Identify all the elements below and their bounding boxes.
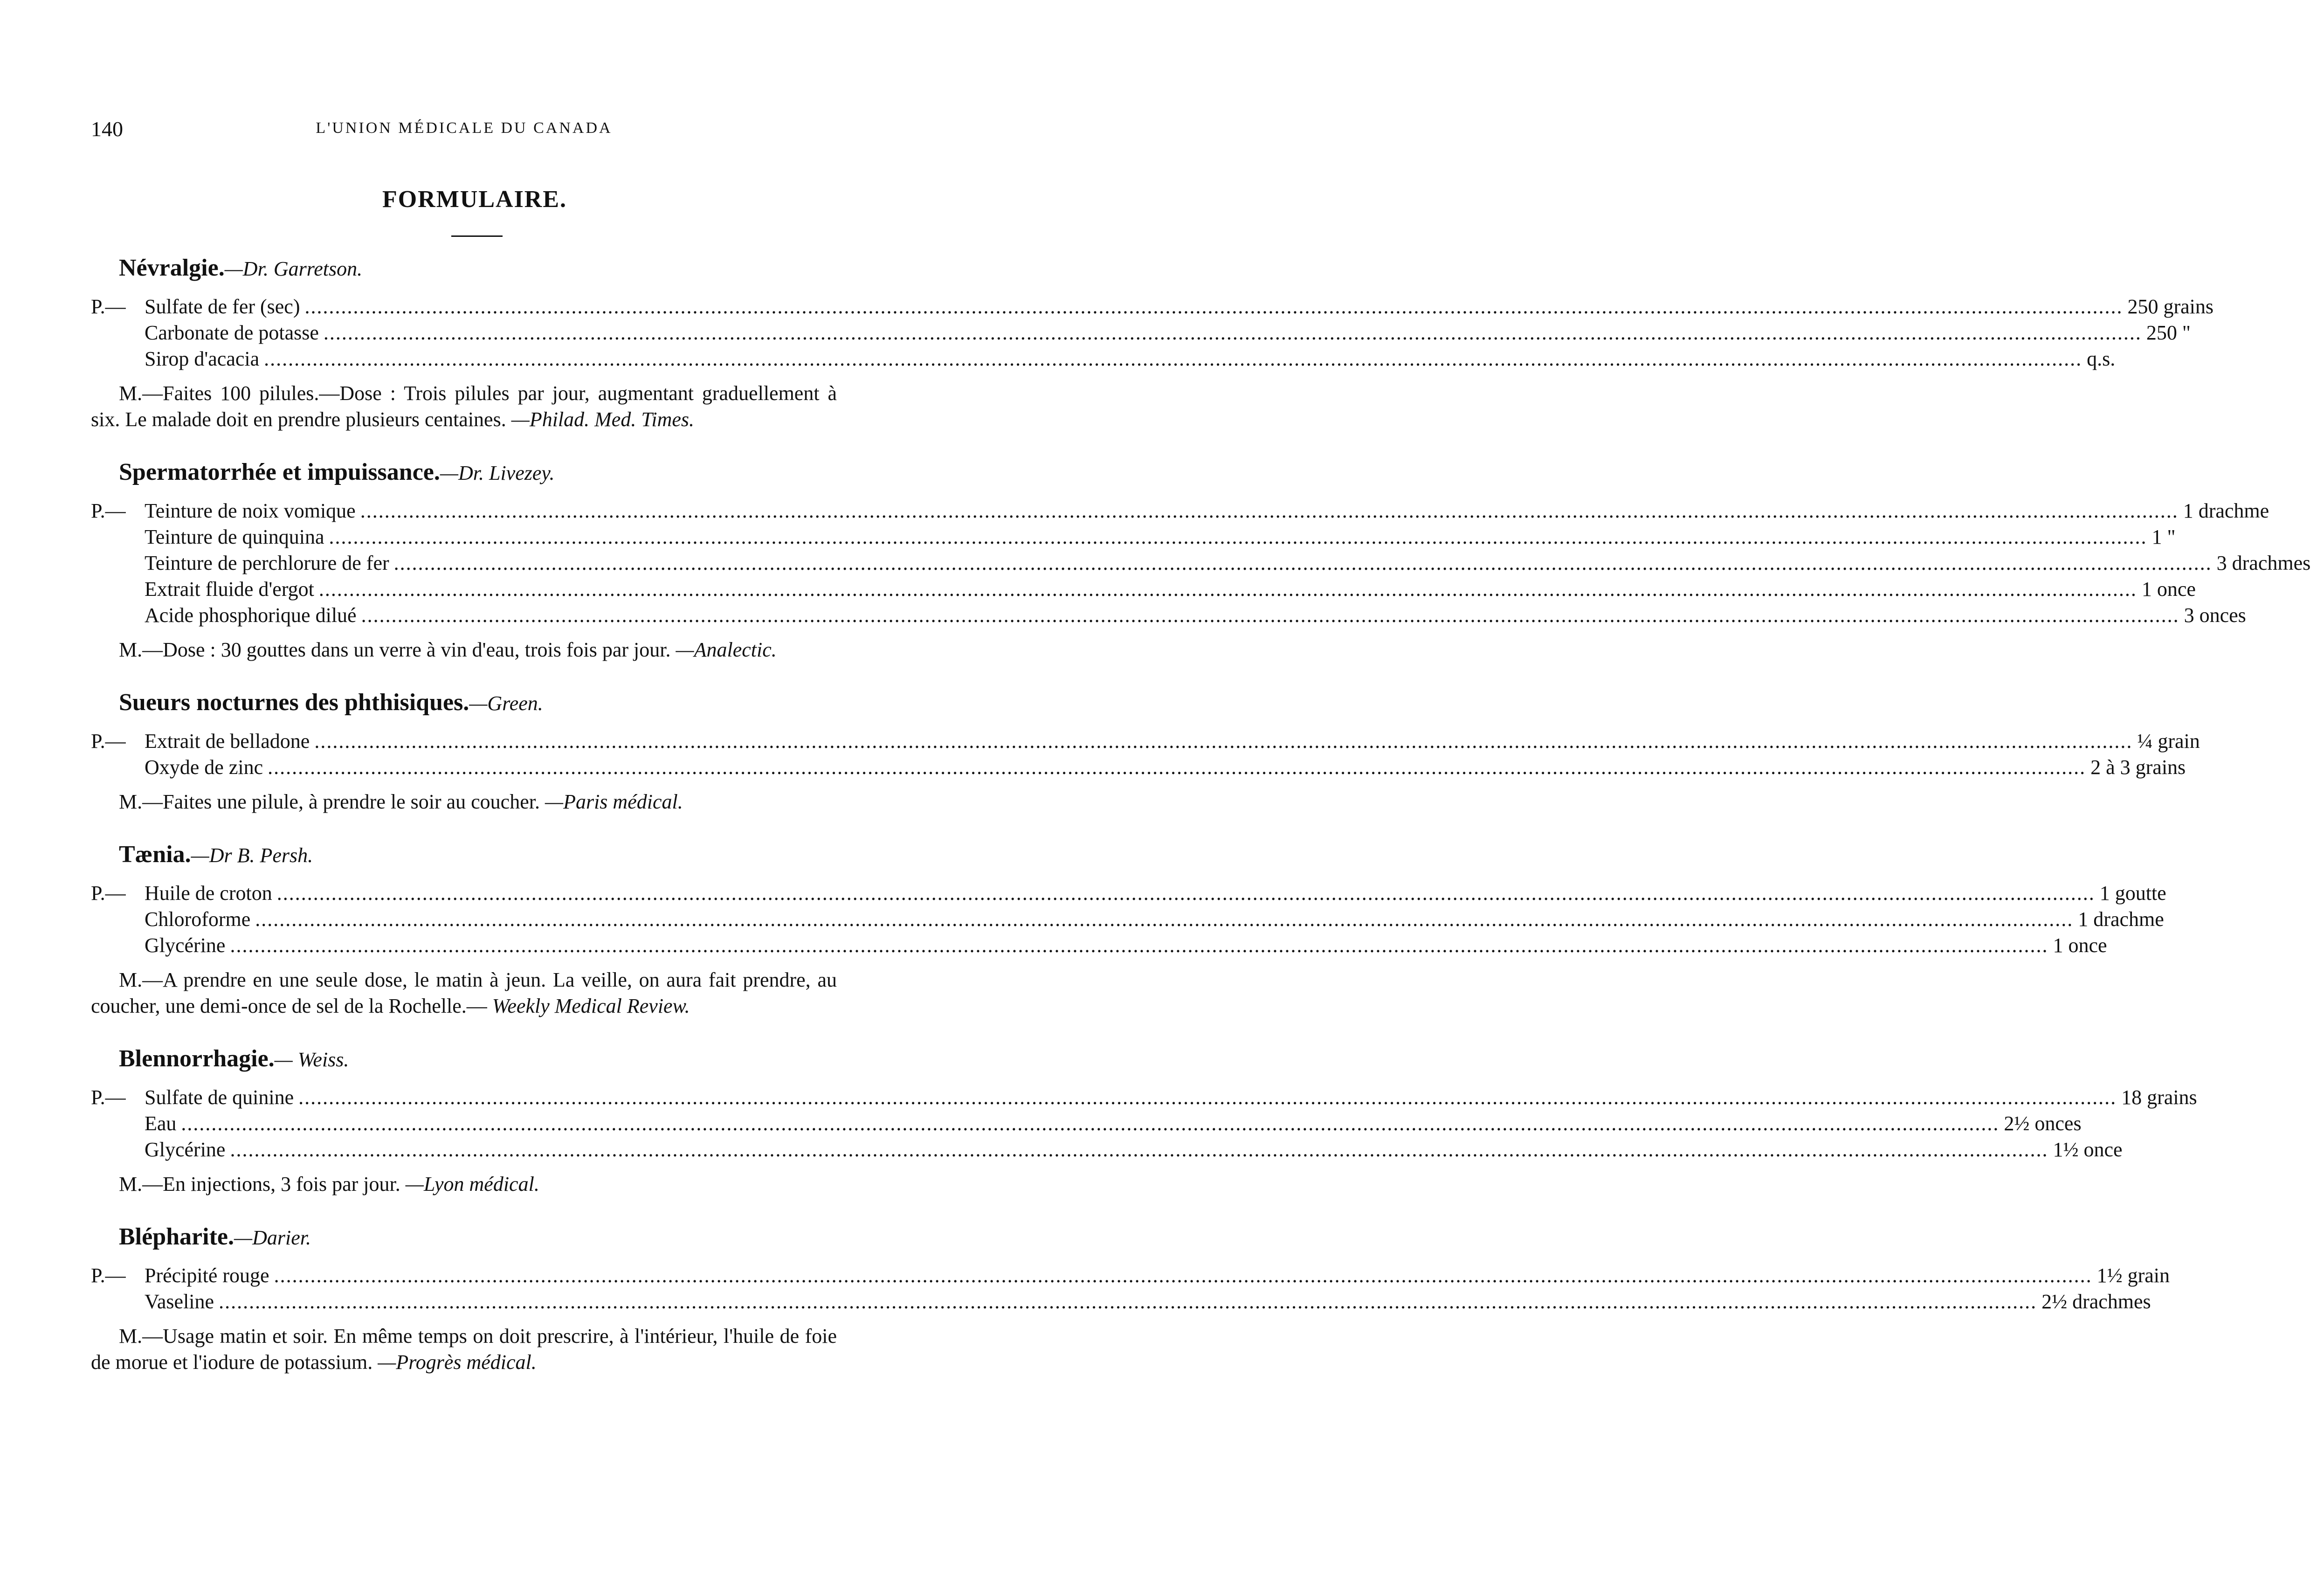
recipe-source: —Progrès médical. — [378, 1351, 537, 1374]
prescription-prefix: P.— — [91, 499, 126, 522]
ingredient-row — [91, 498, 2269, 524]
ingredient-quantity: 1 " — [2152, 525, 2176, 548]
recipe-instructions — [91, 637, 837, 663]
recipe-instructions — [91, 789, 837, 815]
recipe — [91, 838, 2166, 1019]
ingredient-quantity: 1 drachme — [2183, 499, 2269, 522]
recipe-author: —Dr B. Persh. — [191, 844, 313, 867]
recipe-heading — [119, 456, 837, 490]
dot-leader: ............................................................................................................................................................................................................................................................................................................ — [314, 730, 2133, 753]
ingredient-quantity: 1½ grain — [2096, 1264, 2170, 1287]
ingredient-row — [91, 294, 2214, 320]
dot-leader: ............................................................................................................................................................................................................................................................................................................ — [304, 295, 2123, 318]
dot-leader: ............................................................................................................................................................................................................................................................................................................ — [219, 1290, 2037, 1313]
recipe-instructions — [91, 380, 837, 433]
instruction-text: M.—A prendre en une seule dose, le matin à jeun. La veille, on aura fait prendre, au coucher, une demi-once de sel de la Rochelle.— — [91, 968, 837, 1017]
ingredient-name: Précipité rouge — [145, 1264, 269, 1287]
dot-leader: ............................................................................................................................................................................................................................................................................................................ — [255, 908, 2074, 931]
title-divider — [451, 235, 503, 237]
ingredient-name: Glycérine — [145, 934, 226, 957]
ingredient-name: Huile de croton — [145, 882, 272, 905]
recipe-name: Spermatorrhée et impuissance. — [119, 459, 440, 485]
instruction-text: M.—Dose : 30 gouttes dans un verre à vin d'eau, trois fois par jour. — [119, 638, 671, 661]
ingredient-row — [91, 933, 2107, 959]
ingredient-name: Teinture de perchlorure de fer — [145, 552, 389, 574]
recipe-author: —Green. — [469, 692, 543, 715]
ingredient-name: Sirop d'acacia — [145, 347, 260, 370]
recipe-instructions — [91, 1171, 837, 1197]
ingredient-quantity: 3 onces — [2184, 604, 2246, 627]
ingredient-name: Chloroforme — [145, 908, 251, 931]
ingredient-quantity: ¼ grain — [2137, 730, 2200, 753]
ingredient-row — [91, 320, 2191, 346]
ingredient-quantity: 1 drachme — [2078, 908, 2164, 931]
ingredient-name: Carbonate de potasse — [145, 321, 319, 344]
prescription-prefix: P.— — [91, 295, 126, 318]
ingredient-row — [91, 346, 2116, 372]
ingredient-quantity: 1 once — [2141, 578, 2196, 601]
recipe-source: Weekly Medical Review. — [492, 995, 690, 1017]
ingredient-row — [91, 1111, 2082, 1137]
ingredient-quantity: 1½ once — [2053, 1138, 2123, 1161]
ingredient-name: Teinture de noix vomique — [145, 499, 356, 522]
ingredient-row — [91, 906, 2164, 933]
ingredient-name: Eau — [145, 1112, 177, 1135]
recipe — [91, 1043, 2197, 1197]
ingredient-quantity: 3 drachmes — [2216, 552, 2311, 574]
recipe-heading — [119, 686, 837, 720]
dot-leader: ............................................................................................................................................................................................................................................................................................................ — [276, 882, 2095, 905]
recipe-source: —Paris médical. — [545, 790, 683, 813]
recipe-name: Sueurs nocturnes des phthisiques. — [119, 689, 469, 716]
dot-leader: ............................................................................................................................................................................................................................................................................................................ — [264, 347, 2083, 370]
prescription-prefix: P.— — [91, 730, 126, 753]
recipe-heading — [119, 1221, 837, 1254]
ingredient-name: Sulfate de fer (sec) — [145, 295, 300, 318]
dot-leader: ............................................................................................................................................................................................................................................................................................................ — [298, 1086, 2117, 1109]
dot-leader: ............................................................................................................................................................................................................................................................................................................ — [329, 525, 2147, 548]
ingredient-name: Sulfate de quinine — [145, 1086, 294, 1109]
recipe-source: —Philad. Med. Times. — [511, 408, 695, 431]
dot-leader: ............................................................................................................................................................................................................................................................................................................ — [181, 1112, 2000, 1135]
ingredient-quantity: 1 once — [2053, 934, 2107, 957]
ingredient-name: Acide phosphorique dilué — [145, 604, 357, 627]
dot-leader: ............................................................................................................................................................................................................................................................................................................ — [268, 756, 2086, 779]
recipe-instructions — [91, 1323, 837, 1375]
instruction-text: M.—En injections, 3 fois par jour. — [119, 1173, 400, 1195]
ingredient-quantity: q.s. — [2087, 347, 2116, 370]
ingredient-row — [91, 602, 2246, 629]
ingredient-row — [91, 576, 2196, 602]
prescription-prefix: P.— — [91, 1264, 126, 1287]
dot-leader: ............................................................................................................................................................................................................................................................................................................ — [393, 552, 2212, 574]
journal-title: L'UNION MÉDICALE DU CANADA — [316, 119, 613, 137]
dot-leader: ............................................................................................................................................................................................................................................................................................................ — [230, 1138, 2048, 1161]
ingredient-quantity: 1 goutte — [2099, 882, 2166, 905]
ingredient-quantity: 18 grains — [2121, 1086, 2197, 1109]
recipe — [91, 1221, 2170, 1375]
ingredient-row — [91, 754, 2186, 781]
dot-leader: ............................................................................................................................................................................................................................................................................................................ — [230, 934, 2048, 957]
instruction-text: M.—Faites une pilule, à prendre le soir au coucher. — [119, 790, 540, 813]
ingredient-row — [91, 880, 2166, 906]
recipe-name: Blépharite. — [119, 1223, 234, 1250]
instruction-text: M.—Faites 100 pilules.—Dose : Trois pilules par jour, augmentant graduellement à six. Le malade doit en prendre plusieurs centaines. — [91, 382, 837, 431]
ingredient-quantity: 2½ drachmes — [2041, 1290, 2151, 1313]
instruction-text: M.—Usage matin et soir. En même temps on doit prescrire, à l'intérieur, l'huile de foie de morue et l'iodure de potassium. — [91, 1325, 837, 1374]
dot-leader: ............................................................................................................................................................................................................................................................................................................ — [318, 578, 2137, 601]
dot-leader: ............................................................................................................................................................................................................................................................................................................ — [323, 321, 2142, 344]
recipe-author: —Dr. Garretson. — [224, 257, 363, 280]
ingredient-row — [91, 524, 2176, 550]
recipe-author: — Weiss. — [274, 1048, 349, 1071]
recipe-author: —Dr. Livezey. — [440, 462, 555, 484]
prescription-prefix: P.— — [91, 882, 126, 905]
ingredient-row — [91, 1137, 2123, 1163]
recipe-source: —Analectic. — [676, 638, 777, 661]
ingredient-row — [91, 1263, 2170, 1289]
ingredient-row — [91, 550, 2311, 576]
ingredient-quantity: 2 à 3 grains — [2090, 756, 2186, 779]
recipe — [91, 252, 2214, 433]
ingredient-row — [91, 1085, 2197, 1111]
dot-leader: ............................................................................................................................................................................................................................................................................................................ — [361, 604, 2179, 627]
recipe-heading — [119, 1043, 837, 1076]
ingredient-name: Extrait fluide d'ergot — [145, 578, 314, 601]
ingredient-name: Teinture de quinquina — [145, 525, 324, 548]
recipe-heading — [119, 838, 837, 872]
recipe-source: —Lyon médical. — [405, 1173, 539, 1195]
ingredient-name: Oxyde de zinc — [145, 756, 263, 779]
formulary-content — [91, 252, 2311, 1399]
ingredient-name: Vaseline — [145, 1290, 214, 1313]
recipe-name: Blennorrhagie. — [119, 1045, 275, 1072]
ingredient-row — [91, 728, 2200, 754]
recipe-author: —Darier. — [234, 1226, 311, 1249]
ingredient-quantity: 250 grains — [2127, 295, 2214, 318]
recipe — [91, 686, 2200, 815]
recipe-instructions — [91, 967, 837, 1019]
recipe-name: Névralgie. — [119, 255, 225, 281]
recipe-heading — [119, 252, 837, 285]
recipe — [91, 456, 2311, 663]
ingredient-name: Extrait de belladone — [145, 730, 310, 753]
section-title: FORMULAIRE. — [382, 186, 567, 213]
ingredient-name: Glycérine — [145, 1138, 226, 1161]
recipe-name: Tænia. — [119, 841, 191, 868]
prescription-prefix: P.— — [91, 1086, 126, 1109]
ingredient-row — [91, 1289, 2151, 1315]
dot-leader: ............................................................................................................................................................................................................................................................................................................ — [360, 499, 2179, 522]
dot-leader: ............................................................................................................................................................................................................................................................................................................ — [274, 1264, 2092, 1287]
ingredient-quantity: 250 " — [2146, 321, 2191, 344]
page-number: 140 — [91, 117, 123, 141]
ingredient-quantity: 2½ onces — [2004, 1112, 2082, 1135]
running-head — [91, 117, 837, 145]
